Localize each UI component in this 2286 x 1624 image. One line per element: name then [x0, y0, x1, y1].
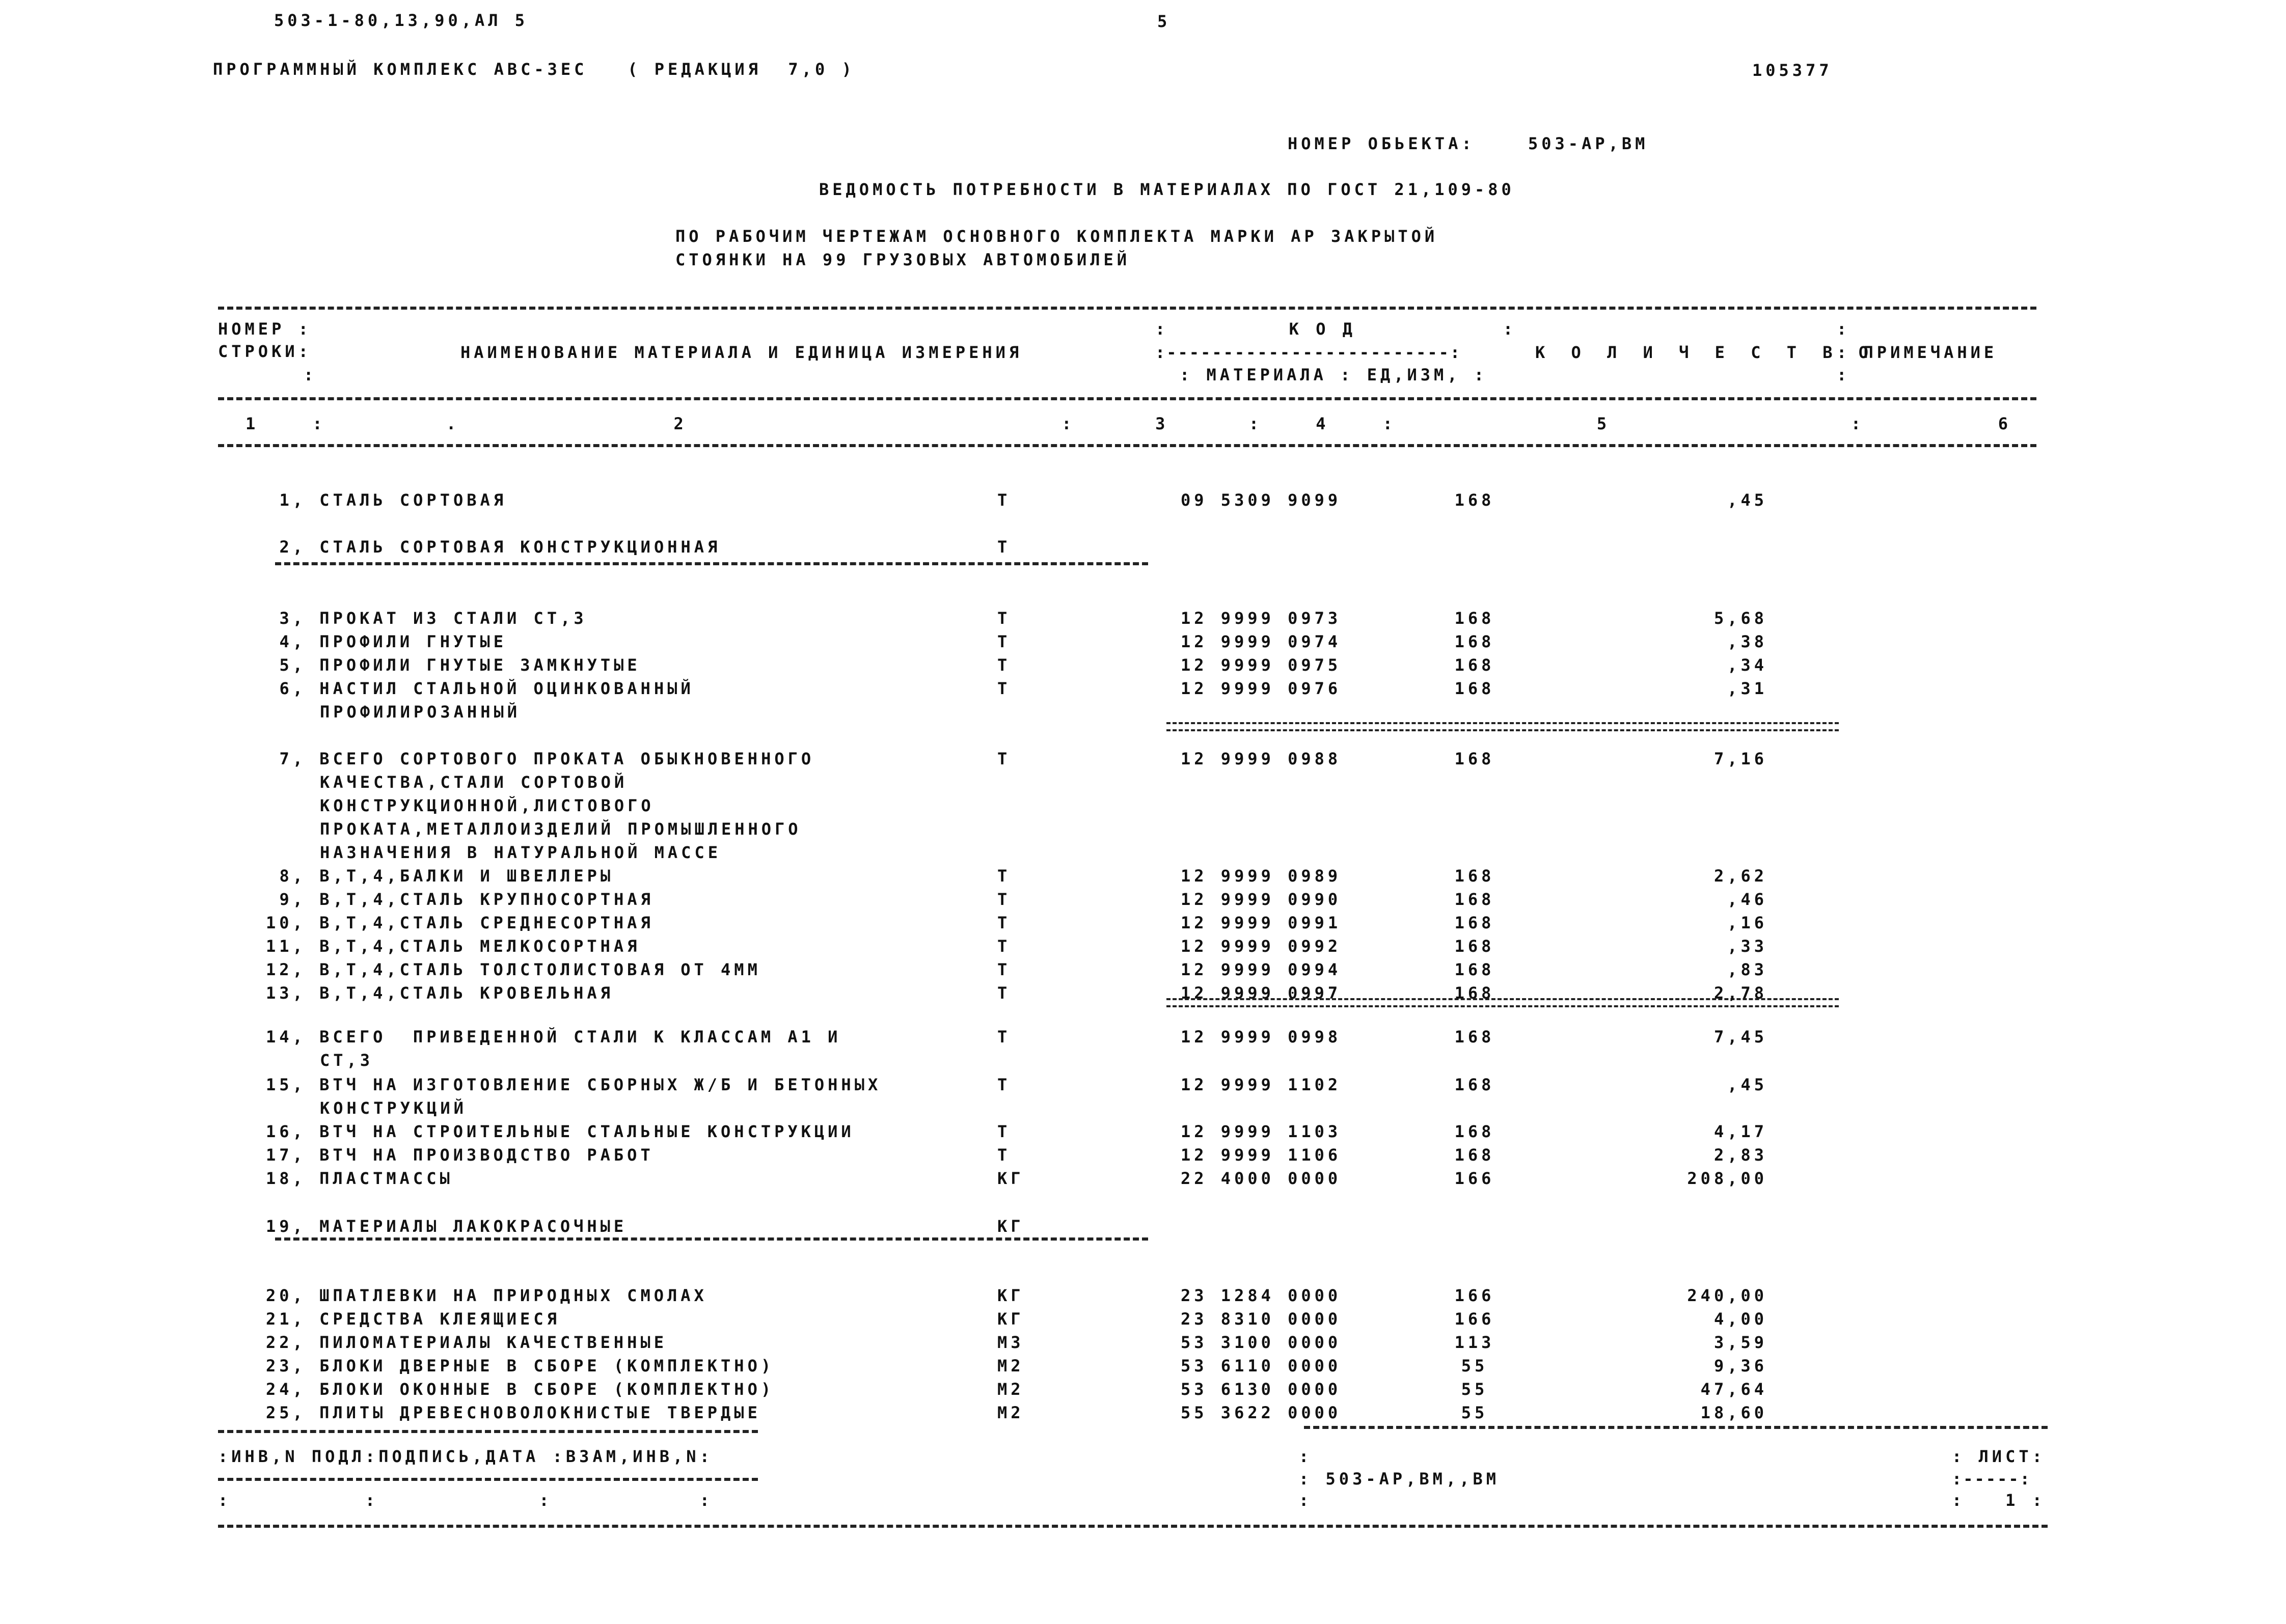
- table-top-rule: [218, 307, 2036, 310]
- unit-code: 168: [1454, 913, 1495, 932]
- material-unit: Т: [997, 1027, 1011, 1047]
- unit-code: 168: [1454, 609, 1495, 628]
- quantity: 7,16: [1713, 749, 1767, 768]
- row-number-header-1: НОМЕР :: [218, 319, 312, 339]
- material-name: ПРОФИЛИРОЗАННЫЙ: [320, 702, 521, 722]
- quantity: 9,36: [1713, 1356, 1767, 1375]
- header-bottom-rule: [218, 397, 2036, 400]
- material-name: 3, ПРОКАТ ИЗ СТАЛИ СТ,3: [279, 609, 587, 628]
- material-unit: КГ: [997, 1286, 1024, 1305]
- quantity: ,83: [1727, 960, 1767, 979]
- material-code: 12 9999 0976: [1181, 679, 1342, 698]
- column-numbers-rule: [218, 444, 2036, 447]
- material-name: 18, ПЛАСТМАССЫ: [266, 1169, 453, 1188]
- material-unit: КГ: [997, 1169, 1024, 1188]
- code-group-header: : К О Д :: [1155, 319, 1517, 339]
- quantity: 208,00: [1687, 1169, 1767, 1188]
- material-code: 23 8310 0000: [1181, 1309, 1342, 1329]
- material-name: 12, В,Т,4,СТАЛЬ ТОЛСТОЛИСТОВАЯ ОТ 4ММ: [266, 960, 761, 979]
- unit-code: 168: [1454, 983, 1495, 1003]
- material-unit: КГ: [997, 1217, 1024, 1236]
- signature-fields-cells: : : : :: [218, 1491, 713, 1510]
- material-code: 12 9999 0988: [1181, 749, 1342, 768]
- stamp-object-code: : 503-АР,ВМ,,ВМ: [1299, 1469, 1500, 1489]
- unit-code: 168: [1454, 866, 1495, 886]
- material-name: СТ,3: [320, 1051, 374, 1070]
- material-name: 13, В,Т,4,СТАЛЬ КРОВЕЛЬНАЯ: [266, 983, 614, 1003]
- unit-code: 168: [1454, 1027, 1495, 1047]
- sheet-number: : 1 :: [1952, 1491, 2046, 1510]
- material-name: 7, ВСЕГО СОРТОВОГО ПРОКАТА ОБЫКНОВЕННОГО: [279, 749, 815, 768]
- material-code: 22 4000 0000: [1181, 1169, 1342, 1188]
- material-code: 12 9999 0989: [1181, 866, 1342, 886]
- subtitle-line-2: СТОЯНКИ НА 99 ГРУЗОВЫХ АВТОМОБИЛЕЙ: [675, 250, 1131, 269]
- material-unit: Т: [997, 983, 1011, 1003]
- unit-code: 168: [1454, 490, 1495, 510]
- material-unit: М2: [997, 1380, 1024, 1399]
- material-code: 12 9999 0994: [1181, 960, 1342, 979]
- page-title: ВЕДОМОСТЬ ПОТРЕБНОСТИ В МАТЕРИАЛАХ ПО ГОСТ 21,109-80: [819, 180, 1515, 199]
- material-code: 53 3100 0000: [1181, 1333, 1342, 1352]
- section-rule-2: [275, 1237, 1148, 1241]
- quantity: 7,45: [1713, 1027, 1767, 1047]
- material-name: 5, ПРОФИЛИ ГНУТЫЕ ЗАМКНУТЫЕ: [279, 655, 641, 675]
- unit-code: 55: [1461, 1356, 1488, 1375]
- material-unit: Т: [997, 655, 1011, 675]
- quantity: ,33: [1727, 937, 1767, 956]
- material-code: 53 6110 0000: [1181, 1356, 1342, 1375]
- unit-code: 168: [1454, 1145, 1495, 1165]
- material-name: 10, В,Т,4,СТАЛЬ СРЕДНЕСОРТНАЯ: [266, 913, 654, 932]
- signature-fields-label: :ИНВ,N ПОДЛ:ПОДПИСЬ,ДАТА :ВЗАМ,ИНВ,N:: [218, 1447, 713, 1466]
- material-name: 1, СТАЛЬ СОРТОВАЯ: [279, 490, 507, 510]
- quantity: ,46: [1727, 890, 1767, 909]
- code-group-divider: :-------------------------:: [1155, 343, 1462, 362]
- unit-code: 166: [1454, 1309, 1495, 1329]
- unit-code: 55: [1461, 1380, 1488, 1399]
- quantity: ,45: [1727, 1075, 1767, 1094]
- material-name: 6, НАСТИЛ СТАЛЬНОЙ ОЦИНКОВАННЫЙ: [279, 679, 694, 698]
- material-name: 21, СРЕДСТВА КЛЕЯЩИЕСЯ: [266, 1309, 560, 1329]
- material-name: КОНСТРУКЦИЙ: [320, 1098, 467, 1118]
- material-code: 12 9999 0973: [1181, 609, 1342, 628]
- material-unit: Т: [997, 490, 1011, 510]
- quantity: ,45: [1727, 490, 1767, 510]
- material-name: 25, ПЛИТЫ ДРЕВЕСНОВОЛОКНИСТЫЕ ТВЕРДЫЕ: [266, 1403, 761, 1422]
- document-code: 503-1-80,13,90,АЛ 5: [274, 11, 529, 30]
- material-unit: М3: [997, 1333, 1024, 1352]
- quantity: ,34: [1727, 655, 1767, 675]
- row-number-header-2: СТРОКИ:: [218, 342, 312, 361]
- material-name: 2, СТАЛЬ СОРТОВАЯ КОНСТРУКЦИОННАЯ: [279, 537, 721, 557]
- row-number-header-3: :: [304, 365, 317, 384]
- material-name: 15, ВТЧ НА ИЗГОТОВЛЕНИЕ СБОРНЫХ Ж/Б И БЕТОННЫХ: [266, 1075, 882, 1094]
- footer-top-rule-left: [218, 1430, 758, 1433]
- material-unit: Т: [997, 1122, 1011, 1141]
- subtitle-line-1: ПО РАБОЧИМ ЧЕРТЕЖАМ ОСНОВНОГО КОМПЛЕКТА МАРКИ АР ЗАКРЫТОЙ: [675, 227, 1438, 246]
- material-code: 12 9999 0997: [1181, 983, 1342, 1003]
- material-code: 09 5309 9099: [1181, 490, 1342, 510]
- code-subheaders: : МАТЕРИАЛА : ЕД,ИЗМ, :: [1180, 365, 1488, 384]
- unit-code: 168: [1454, 655, 1495, 675]
- material-name: 20, ШПАТЛЕВКИ НА ПРИРОДНЫХ СМОЛАХ: [266, 1286, 707, 1305]
- material-unit: Т: [997, 960, 1011, 979]
- sheet-separator: :-----:: [1952, 1469, 2031, 1489]
- material-unit: Т: [997, 632, 1011, 651]
- material-code: 12 9999 0974: [1181, 632, 1342, 651]
- unit-code: 166: [1454, 1286, 1495, 1305]
- stamp-colon-top: :: [1299, 1447, 1313, 1466]
- material-code: 12 9999 0990: [1181, 890, 1342, 909]
- footer-bottom-rule: [218, 1525, 2048, 1528]
- material-code: 12 9999 1103: [1181, 1122, 1342, 1141]
- material-unit: Т: [997, 890, 1011, 909]
- material-name: КАЧЕСТВА,СТАЛИ СОРТОВОЙ: [320, 773, 628, 792]
- material-code: 12 9999 0991: [1181, 913, 1342, 932]
- material-code: 55 3622 0000: [1181, 1403, 1342, 1422]
- material-code: 12 9999 0975: [1181, 655, 1342, 675]
- unit-code: 168: [1454, 890, 1495, 909]
- note-header-colon-3: :: [1837, 365, 1850, 384]
- quantity: ,38: [1727, 632, 1767, 651]
- material-name: 9, В,Т,4,СТАЛЬ КРУПНОСОРТНАЯ: [279, 890, 654, 909]
- document-number: 105377: [1752, 61, 1833, 80]
- unit-code: 168: [1454, 749, 1495, 768]
- material-unit: Т: [997, 937, 1011, 956]
- material-name: 23, БЛОКИ ДВЕРНЫЕ В СБОРЕ (КОМПЛЕКТНО): [266, 1356, 775, 1375]
- quantity: 47,64: [1700, 1380, 1767, 1399]
- material-unit: Т: [997, 537, 1011, 557]
- material-unit: Т: [997, 679, 1011, 698]
- material-code: 53 6130 0000: [1181, 1380, 1342, 1399]
- quantity: 4,00: [1713, 1309, 1767, 1329]
- unit-code: 113: [1454, 1333, 1495, 1352]
- material-unit: Т: [997, 913, 1011, 932]
- material-code: 12 9999 1106: [1181, 1145, 1342, 1165]
- material-code: 12 9999 0998: [1181, 1027, 1342, 1047]
- quantity: ,16: [1727, 913, 1767, 932]
- stamp-colon-bottom: :: [1299, 1491, 1313, 1510]
- material-unit: М2: [997, 1356, 1024, 1375]
- unit-code: 168: [1454, 679, 1495, 698]
- material-code: 12 9999 0992: [1181, 937, 1342, 956]
- unit-code: 168: [1454, 1122, 1495, 1141]
- quantity-header: К О Л И Ч Е С Т В О: [1535, 343, 1877, 362]
- material-name: 4, ПРОФИЛИ ГНУТЫЕ: [279, 632, 507, 651]
- material-name: 14, ВСЕГО ПРИВЕДЕННОЙ СТАЛИ К КЛАССАМ А1 И: [266, 1027, 841, 1047]
- quantity: 2,83: [1713, 1145, 1767, 1165]
- column-numbers: 1 : . 2 : 3 : 4 : 5 : 6: [246, 414, 2012, 433]
- material-name: 11, В,Т,4,СТАЛЬ МЕЛКОСОРТНАЯ: [266, 937, 641, 956]
- material-unit: Т: [997, 1075, 1011, 1094]
- note-header-colon-1: :: [1837, 319, 1850, 339]
- quantity: 4,17: [1713, 1122, 1767, 1141]
- material-code: 23 1284 0000: [1181, 1286, 1342, 1305]
- note-header: : ПРИМЕЧАНИЕ: [1837, 343, 1998, 362]
- unit-code: 168: [1454, 960, 1495, 979]
- material-name: 16, ВТЧ НА СТРОИТЕЛЬНЫЕ СТАЛЬНЫЕ КОНСТРУКЦИИ: [266, 1122, 855, 1141]
- material-unit: Т: [997, 866, 1011, 886]
- material-name: 17, ВТЧ НА ПРОИЗВОДСТВО РАБОТ: [266, 1145, 654, 1165]
- unit-code: 166: [1454, 1169, 1495, 1188]
- quantity: 2,78: [1713, 983, 1767, 1003]
- material-unit: Т: [997, 1145, 1011, 1165]
- page-number: 5: [1157, 12, 1171, 31]
- material-name: НАЗНАЧЕНИЯ В НАТУРАЛЬНОЙ МАССЕ: [320, 843, 721, 862]
- quantity: ,31: [1727, 679, 1767, 698]
- section-rule-1: [275, 562, 1148, 565]
- object-number-value: 503-АР,ВМ: [1528, 134, 1649, 153]
- material-name: 19, МАТЕРИАЛЫ ЛАКОКРАСОЧНЫЕ: [266, 1217, 628, 1236]
- object-number-label: НОМЕР ОБЬЕКТА:: [1288, 134, 1475, 153]
- material-code: 12 9999 1102: [1181, 1075, 1342, 1094]
- material-unit: Т: [997, 609, 1011, 628]
- material-name: 8, В,Т,4,БАЛКИ И ШВЕЛЛЕРЫ: [279, 866, 614, 886]
- quantity: 240,00: [1687, 1286, 1767, 1305]
- unit-code: 168: [1454, 937, 1495, 956]
- material-unit: КГ: [997, 1309, 1024, 1329]
- material-name: 22, ПИЛОМАТЕРИАЛЫ КАЧЕСТВЕННЫЕ: [266, 1333, 667, 1352]
- quantity: 2,62: [1713, 866, 1767, 886]
- quantity: 18,60: [1700, 1403, 1767, 1422]
- material-unit: М2: [997, 1403, 1024, 1422]
- sheet-label: : ЛИСТ:: [1952, 1447, 2046, 1466]
- quantity: 5,68: [1713, 609, 1767, 628]
- signature-fields-rule: [218, 1478, 758, 1481]
- quantity: 3,59: [1713, 1333, 1767, 1352]
- unit-code: 55: [1461, 1403, 1488, 1422]
- material-name: 24, БЛОКИ ОКОННЫЕ В СБОРЕ (КОМПЛЕКТНО): [266, 1380, 775, 1399]
- material-unit: Т: [997, 749, 1011, 768]
- material-name-header: НАИМЕНОВАНИЕ МАТЕРИАЛА И ЕДИНИЦА ИЗМЕРЕНИЯ: [460, 343, 1023, 362]
- footer-top-rule-right: [1304, 1426, 2048, 1429]
- material-name: ПРОКАТА,МЕТАЛЛОИЗДЕЛИЙ ПРОМЫШЛЕННОГО: [320, 819, 802, 839]
- unit-code: 168: [1454, 632, 1495, 651]
- material-name: КОНСТРУКЦИОННОЙ,ЛИСТОВОГО: [320, 796, 655, 815]
- unit-code: 168: [1454, 1075, 1495, 1094]
- program-title: ПРОГРАММНЫЙ КОМПЛЕКС АВС-ЗЕС ( РЕДАКЦИЯ 7,0 ): [213, 60, 855, 79]
- total-rule-1: [1166, 722, 1839, 731]
